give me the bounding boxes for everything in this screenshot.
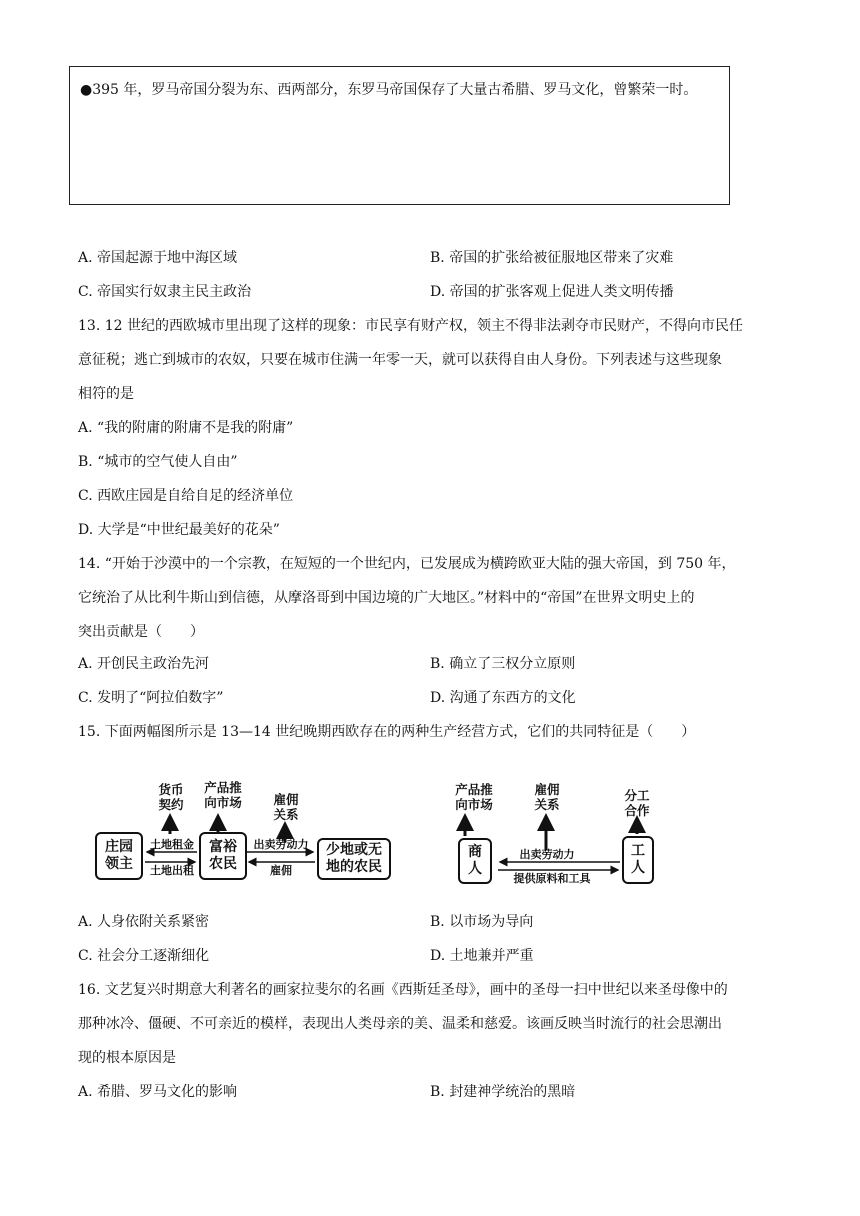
label-land-rent: 土地租金 [150, 838, 194, 851]
diagram-manor-economy [95, 780, 395, 890]
q12-option-c[interactable]: C. 帝国实行奴隶主民主政治 [78, 284, 252, 300]
material-box [69, 66, 730, 205]
q15-option-d[interactable]: D. 土地兼并严重 [430, 948, 534, 964]
q15-option-a[interactable]: A. 人身依附关系紧密 [78, 914, 210, 930]
q14-stem-line2: 它统治了从比利牛斯山到信德，从摩洛哥到中国边境的广大地区。”材料中的“帝国”在世界文明史上的 [78, 590, 695, 606]
label-employ: 雇佣 [270, 864, 292, 877]
q13-option-a[interactable]: A. “我的附庸的附庸不是我的附庸” [78, 420, 294, 436]
q14-stem-line1: 14. “开始于沙漠中的一个宗教，在短短的一个世纪内，已发展成为横跨欧亚大陆的强大帝国，到 750 年， [78, 556, 736, 572]
q13-stem-line2: 意征税；逃亡到城市的农奴，只要在城市住满一年零一天，就可以获得自由人身份。下列表述与这些现象 [78, 352, 722, 368]
label-money-contract: 货币 契约 [158, 782, 184, 812]
q14-option-c[interactable]: C. 发明了“阿拉伯数字” [78, 690, 224, 706]
q14-stem-line3: 突出贡献是（ ） [78, 624, 204, 640]
q16-stem-line1: 16. 文艺复兴时期意大利著名的画家拉斐尔的名画《西斯廷圣母》，画中的圣母一扫中世纪以来圣母像中的 [78, 982, 728, 998]
q13-stem-line1: 13. 12 世纪的西欧城市里出现了这样的现象：市民享有财产权，领主不得非法剥夺市民财产，不得向市民任 [78, 318, 743, 334]
q15-stem: 15. 下面两幅图所示是 13—14 世纪晚期西欧存在的两种生产经营方式，它们的共同特征是（ ） [78, 724, 696, 740]
q14-option-d[interactable]: D. 沟通了东西方的文化 [430, 690, 576, 706]
q16-option-b[interactable]: B. 封建神学统治的黑暗 [430, 1084, 576, 1100]
q12-option-d[interactable]: D. 帝国的扩张客观上促进人类文明传播 [430, 284, 674, 300]
q15-option-c[interactable]: C. 社会分工逐渐细化 [78, 948, 210, 964]
label-land-lease: 土地出租 [150, 864, 194, 877]
box-landless-peasant: 少地或无 地的农民 [317, 838, 391, 880]
q12-option-a[interactable]: A. 帝国起源于地中海区域 [78, 250, 238, 266]
label-sell-labor-right: 出卖劳动力 [519, 848, 575, 861]
q13-option-b[interactable]: B. “城市的空气使人自由” [78, 454, 238, 470]
label-division-of-labor: 分工 合作 [624, 788, 650, 818]
label-market-right: 产品推 向市场 [455, 782, 493, 812]
q16-stem-line2: 那种冰冷、僵硬、不可亲近的模样，表现出人类母亲的美、温柔和慈爱。该画反映当时流行的社会思潮出 [78, 1016, 722, 1032]
q12-option-b[interactable]: B. 帝国的扩张给被征服地区带来了灾难 [430, 250, 674, 266]
box-rich-peasant: 富裕 农民 [199, 832, 247, 880]
diagram-merchant-workshop [450, 780, 660, 890]
label-provide-materials: 提供原料和工具 [513, 872, 591, 885]
material-text: ●395 年，罗马帝国分裂为东、西两部分，东罗马帝国保存了大量古希腊、罗马文化，曾繁荣一时。 [80, 82, 698, 98]
q16-stem-line3: 现的根本原因是 [78, 1050, 176, 1066]
q15-option-b[interactable]: B. 以市场为导向 [430, 914, 534, 930]
q13-option-d[interactable]: D. 大学是“中世纪最美好的花朵” [78, 522, 280, 538]
q14-option-a[interactable]: A. 开创民主政治先河 [78, 656, 210, 672]
q13-option-c[interactable]: C. 西欧庄园是自给自足的经济单位 [78, 488, 294, 504]
label-market-left: 产品推 向市场 [204, 780, 242, 810]
box-merchant: 商 人 [458, 838, 492, 884]
box-worker: 工 人 [622, 836, 654, 884]
q13-stem-line3: 相符的是 [78, 386, 134, 402]
label-employment-right: 雇佣 关系 [534, 782, 560, 812]
q16-option-a[interactable]: A. 希腊、罗马文化的影响 [78, 1084, 238, 1100]
box-manor-lord: 庄园 领主 [95, 832, 143, 880]
label-sell-labor-left: 出卖劳动力 [253, 838, 309, 851]
q14-option-b[interactable]: B. 确立了三权分立原则 [430, 656, 576, 672]
label-employment-left: 雇佣 关系 [273, 792, 299, 822]
